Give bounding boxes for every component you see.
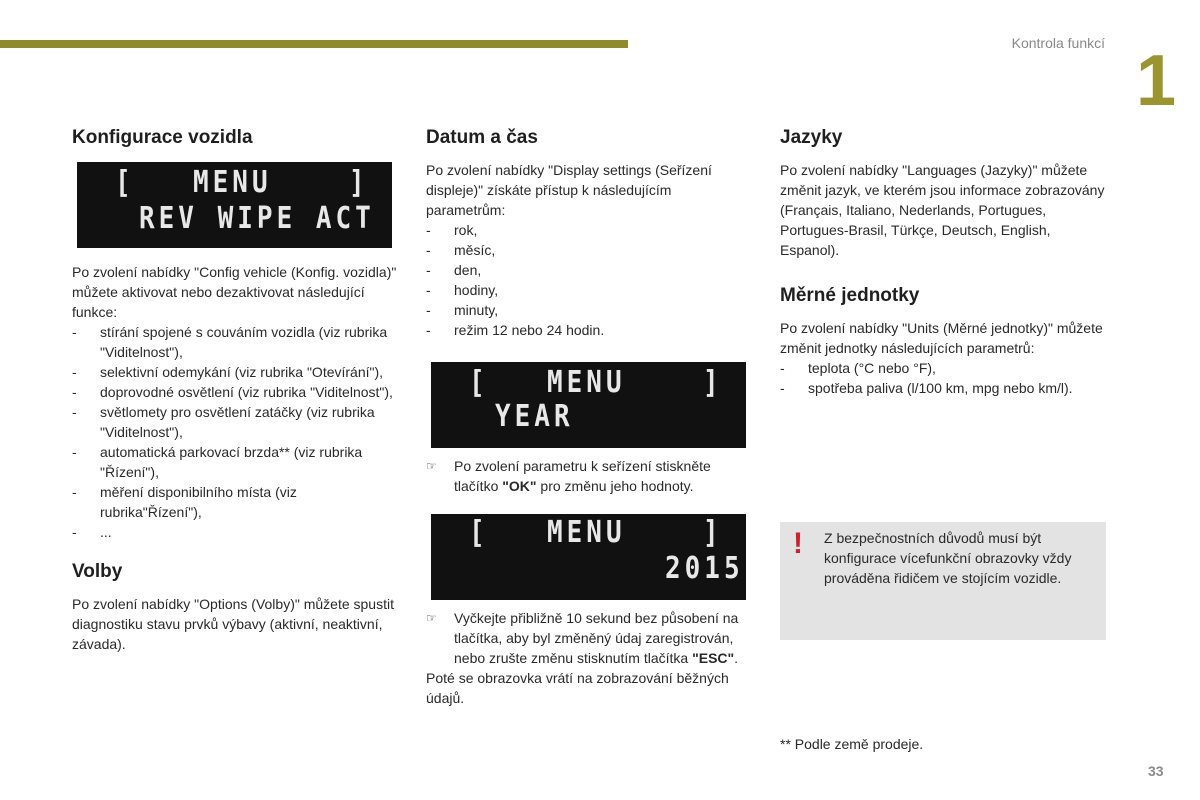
- lcd-screen-2015: [431, 514, 746, 600]
- list-item: - rok,: [426, 220, 751, 240]
- list-item: - režim 12 nebo 24 hodin.: [426, 320, 751, 340]
- pointing-hand-icon: ☞: [426, 611, 437, 625]
- heading-units: Měrné jednotky: [780, 285, 920, 306]
- warning-text: Z bezpečnostních důvodů musí být konfigurace vícefunkční obrazovky vždy prováděna řidičem ve stojícím vozidle.: [824, 530, 1072, 586]
- section-title: Kontrola funkcí: [1011, 35, 1105, 51]
- column-vehicle-config: [72, 124, 402, 654]
- list-item: - teplota (°C nebo °F),: [780, 358, 1110, 378]
- options-text: Po zvolení nabídky "Options (Volby)" můžete spustit diagnostiku stavu prvků výbavy (aktivní, neaktivní, závada).: [72, 596, 394, 652]
- list-item: - ...: [72, 522, 402, 542]
- heading-options: Volby: [72, 561, 123, 582]
- list-item: - stírání spojené s couváním vozidla (viz rubrika "Viditelnost"),: [72, 322, 402, 362]
- chapter-number: 1: [1136, 41, 1177, 121]
- lcd-line2-text: YEAR: [495, 399, 574, 435]
- note-esc: ☞ Vyčkejte přibližně 10 sekund bez působení na tlačítka, aby byl změněný údaj zaregistrován, nebo zrušte změnu stisknutím tlačítka "ESC".: [426, 610, 739, 666]
- date-outro: Poté se obrazovka vrátí na zobrazování běžných údajů.: [426, 670, 729, 706]
- pointing-hand-icon: ☞: [426, 459, 437, 473]
- lcd-left-bracket: [: [115, 165, 131, 201]
- lcd-left-bracket: [: [469, 515, 485, 551]
- date-intro: Po zvolení nabídky "Display settings (Seřízení displeje)" získáte přístup k následujícím parametrům:: [426, 162, 712, 218]
- list-item: - minuty,: [426, 300, 751, 320]
- heading-vehicle-config: Konfigurace vozidla: [72, 127, 253, 148]
- lcd-menu-text: MENU: [547, 365, 626, 401]
- lcd-right-bracket: ]: [703, 515, 719, 551]
- esc-button-label: "ESC": [692, 650, 735, 666]
- list-item: - den,: [426, 260, 751, 280]
- units-intro: Po zvolení nabídky "Units (Měrné jednotky)" můžete změnit jednotky následujících parametrů:: [780, 320, 1103, 356]
- units-list: [780, 358, 1110, 398]
- config-intro: Po zvolení nabídky "Config vehicle (Konfig. vozidla)" můžete aktivovat nebo dezaktivovat následující funkce:: [72, 264, 397, 320]
- column-languages: [780, 124, 1110, 398]
- list-item: - měření disponibilního místa (viz rubrika"Řízení"),: [72, 482, 402, 522]
- footnote: ** Podle země prodeje.: [780, 736, 924, 752]
- lcd-right-bracket: ]: [349, 165, 365, 201]
- languages-text: Po zvolení nabídky "Languages (Jazyky)" můžete změnit jazyk, ve kterém jsou informace zobrazovány (Français, Italiano, Nederlands, Portugues, Portugues-Brasil, Türkçe, Deutsch, English, Espanol).: [780, 162, 1105, 258]
- note-ok: ☞ Po zvolení parametru k seřízení stiskněte tlačítko "OK" pro změnu jeho hodnoty.: [426, 458, 711, 494]
- list-item: - světlomety pro osvětlení zatáčky (viz rubrika "Viditelnost"),: [72, 402, 402, 442]
- config-list: [72, 322, 402, 542]
- list-item: - doprovodné osvětlení (viz rubrika "Viditelnost"),: [72, 382, 402, 402]
- safety-warning-box: [780, 522, 1106, 640]
- ok-button-label: "OK": [502, 478, 537, 494]
- list-item: - automatická parkovací brzda** (viz rubrika "Řízení"),: [72, 442, 402, 482]
- lcd-right-bracket: ]: [703, 365, 719, 401]
- lcd-left-bracket: [: [469, 365, 485, 401]
- heading-date-time: Datum a čas: [426, 127, 538, 148]
- lcd-line2-text: REV WIPE ACT: [139, 201, 375, 237]
- date-params-list: [426, 220, 751, 340]
- header-accent-bar: [0, 40, 628, 48]
- lcd-menu-text: MENU: [193, 165, 272, 201]
- warning-icon: !: [793, 527, 803, 560]
- list-item: - spotřeba paliva (l/100 km, mpg nebo km/l).: [780, 378, 1110, 398]
- list-item: - měsíc,: [426, 240, 751, 260]
- lcd-screen-year: [431, 362, 746, 448]
- list-item: - hodiny,: [426, 280, 751, 300]
- page-number: 33: [1148, 763, 1164, 779]
- heading-languages: Jazyky: [780, 127, 843, 148]
- list-item: - selektivní odemykání (viz rubrika "Otevírání"),: [72, 362, 402, 382]
- lcd-line2-text: 2015: [665, 551, 744, 587]
- lcd-screen-config: [77, 162, 392, 248]
- lcd-menu-text: MENU: [547, 515, 626, 551]
- column-date-time: [426, 124, 751, 708]
